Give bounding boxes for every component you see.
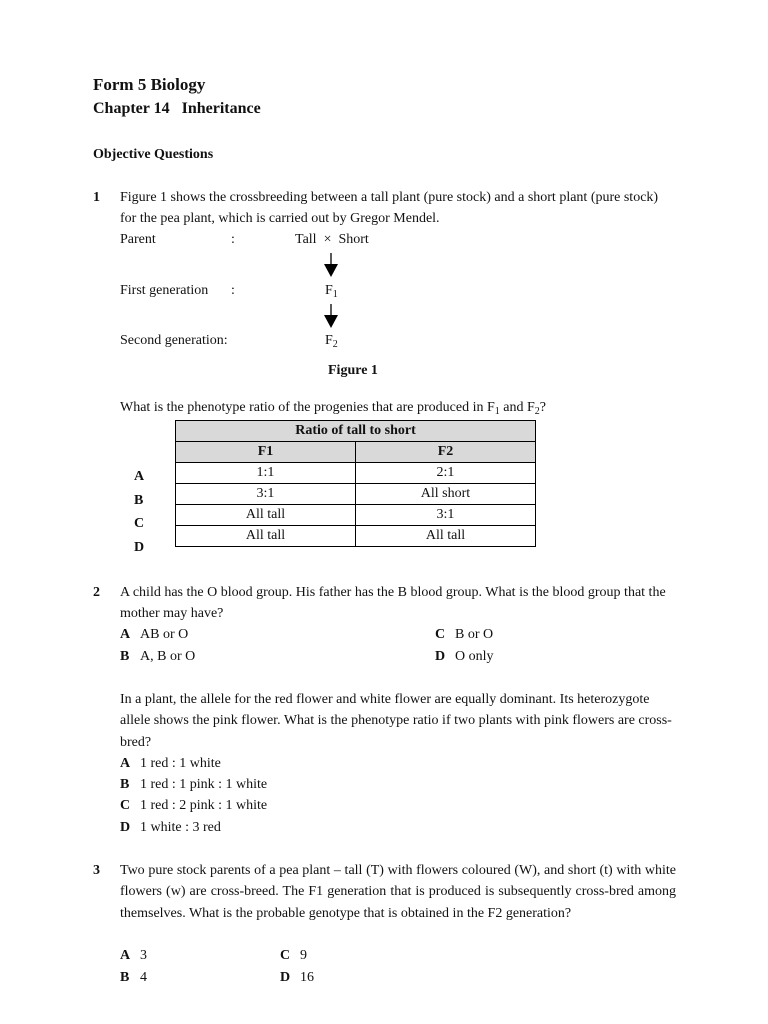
- chapter-text: Chapter 14 Inheritance: [93, 100, 261, 117]
- option-c: [280, 945, 307, 966]
- prompt-subscript: 2: [534, 406, 540, 417]
- option-text: 1 red : 1 pink : 1 white: [140, 777, 268, 792]
- question-1-prompt: [120, 399, 546, 417]
- option-letter-d: D: [134, 540, 145, 555]
- section-heading: Objective Questions: [93, 147, 214, 162]
- option-b: [120, 774, 267, 795]
- table-row: [176, 484, 536, 505]
- parent-value: Tall × Short: [295, 232, 369, 247]
- f-letter: F: [325, 283, 333, 298]
- option-b: [120, 967, 147, 988]
- prompt-part: What is the phenotype ratio of the progenies that are produced in F: [120, 400, 495, 415]
- option-letter: D: [435, 649, 446, 664]
- table-row: [176, 526, 536, 547]
- table-cell-f1: 1:1: [176, 463, 356, 484]
- table-cell-f2: 3:1: [356, 505, 536, 526]
- first-generation-value: [325, 282, 338, 300]
- question-number-3: 3: [93, 863, 100, 878]
- parent-label: Parent: [120, 232, 156, 247]
- option-letter: C: [435, 627, 446, 642]
- option-letter-b: B: [134, 493, 144, 508]
- option-letter: A: [120, 756, 131, 771]
- option-letter: C: [280, 948, 291, 963]
- question-pink-flower-text: In a plant, the allele for the red flower and white flower are equally dominant. Its heterozygote allele shows the pink flower. What is the phenotype ratio if two plants with pink flowers are cross-bred?: [120, 692, 672, 750]
- option-letter: A: [120, 948, 131, 963]
- option-d: [435, 646, 494, 667]
- table-cell-f2: All tall: [356, 526, 536, 547]
- option-text: 3: [140, 948, 147, 963]
- question-3-text: Two pure stock parents of a pea plant – tall (T) with flowers coloured (W), and short (t) with white flowers (w) are cross-breed. The F1 generation that is produced is subsequently cross-bred among themselves. What is the probable genotype that is obtained in the F2 generation?: [120, 863, 676, 921]
- table-cell-f1: All tall: [176, 505, 356, 526]
- second-generation-label: Second generation:: [120, 333, 228, 348]
- f-letter: F: [325, 333, 333, 348]
- option-letter: B: [120, 777, 130, 792]
- option-text: 9: [300, 948, 307, 963]
- option-a: [120, 624, 188, 645]
- option-letter-a: A: [134, 469, 145, 484]
- option-text: AB or O: [140, 627, 189, 642]
- column-header-f1: F1: [176, 442, 356, 463]
- question-2-text: A child has the O blood group. His father has the B blood group. What is the blood group that the mother may have?: [120, 585, 666, 622]
- option-text: 1 red : 1 white: [140, 756, 221, 771]
- first-generation-label: First generation: [120, 283, 209, 298]
- column-header-f2: F2: [356, 442, 536, 463]
- question-number-1: 1: [93, 190, 100, 205]
- prompt-subscript: 1: [494, 406, 500, 417]
- option-d: [280, 967, 314, 988]
- second-generation-value: [325, 332, 338, 350]
- table-cell-f1: All tall: [176, 526, 356, 547]
- option-letter: B: [120, 970, 130, 985]
- table-cell-f2: 2:1: [356, 463, 536, 484]
- first-generation-colon: :: [231, 283, 235, 298]
- option-letter-c: C: [134, 516, 145, 531]
- option-c: [120, 795, 267, 816]
- ratio-table: [175, 420, 536, 547]
- table-cell-f1: 3:1: [176, 484, 356, 505]
- option-text: 4: [140, 970, 147, 985]
- table-cell-f2: All short: [356, 484, 536, 505]
- option-d: [120, 817, 221, 838]
- option-a: [120, 753, 221, 774]
- option-text: A, B or O: [140, 649, 196, 664]
- option-text: B or O: [455, 627, 494, 642]
- question-number-2: 2: [93, 585, 100, 600]
- f-subscript: 1: [332, 289, 338, 300]
- option-c: [435, 624, 493, 645]
- option-text: 16: [300, 970, 314, 985]
- option-text: O only: [455, 649, 494, 664]
- down-arrow-icon: [321, 252, 341, 278]
- ratio-table-title: Ratio of tall to short: [176, 421, 536, 442]
- down-arrow-icon: [321, 303, 341, 329]
- document-title: Form 5 Biology: [93, 75, 206, 94]
- prompt-part: ?: [539, 400, 546, 415]
- parent-colon: :: [231, 232, 235, 247]
- option-letter: B: [120, 649, 130, 664]
- option-letter: D: [280, 970, 291, 985]
- figure-caption: Figure 1: [328, 363, 378, 378]
- table-row: [176, 505, 536, 526]
- prompt-part: and F: [499, 400, 535, 415]
- option-a: [120, 945, 147, 966]
- option-text: 1 white : 3 red: [140, 820, 221, 835]
- option-b: [120, 646, 195, 667]
- option-text: 1 red : 2 pink : 1 white: [140, 798, 268, 813]
- f-subscript: 2: [332, 339, 338, 350]
- option-letter: D: [120, 820, 131, 835]
- table-row: [176, 463, 536, 484]
- chapter-heading: [93, 100, 261, 118]
- option-letter: A: [120, 627, 131, 642]
- option-letter: C: [120, 798, 131, 813]
- question-1-text: Figure 1 shows the crossbreeding between a tall plant (pure stock) and a short plant (pure stock) for the pea plant, which is carried out by Gregor Mendel.: [120, 190, 659, 227]
